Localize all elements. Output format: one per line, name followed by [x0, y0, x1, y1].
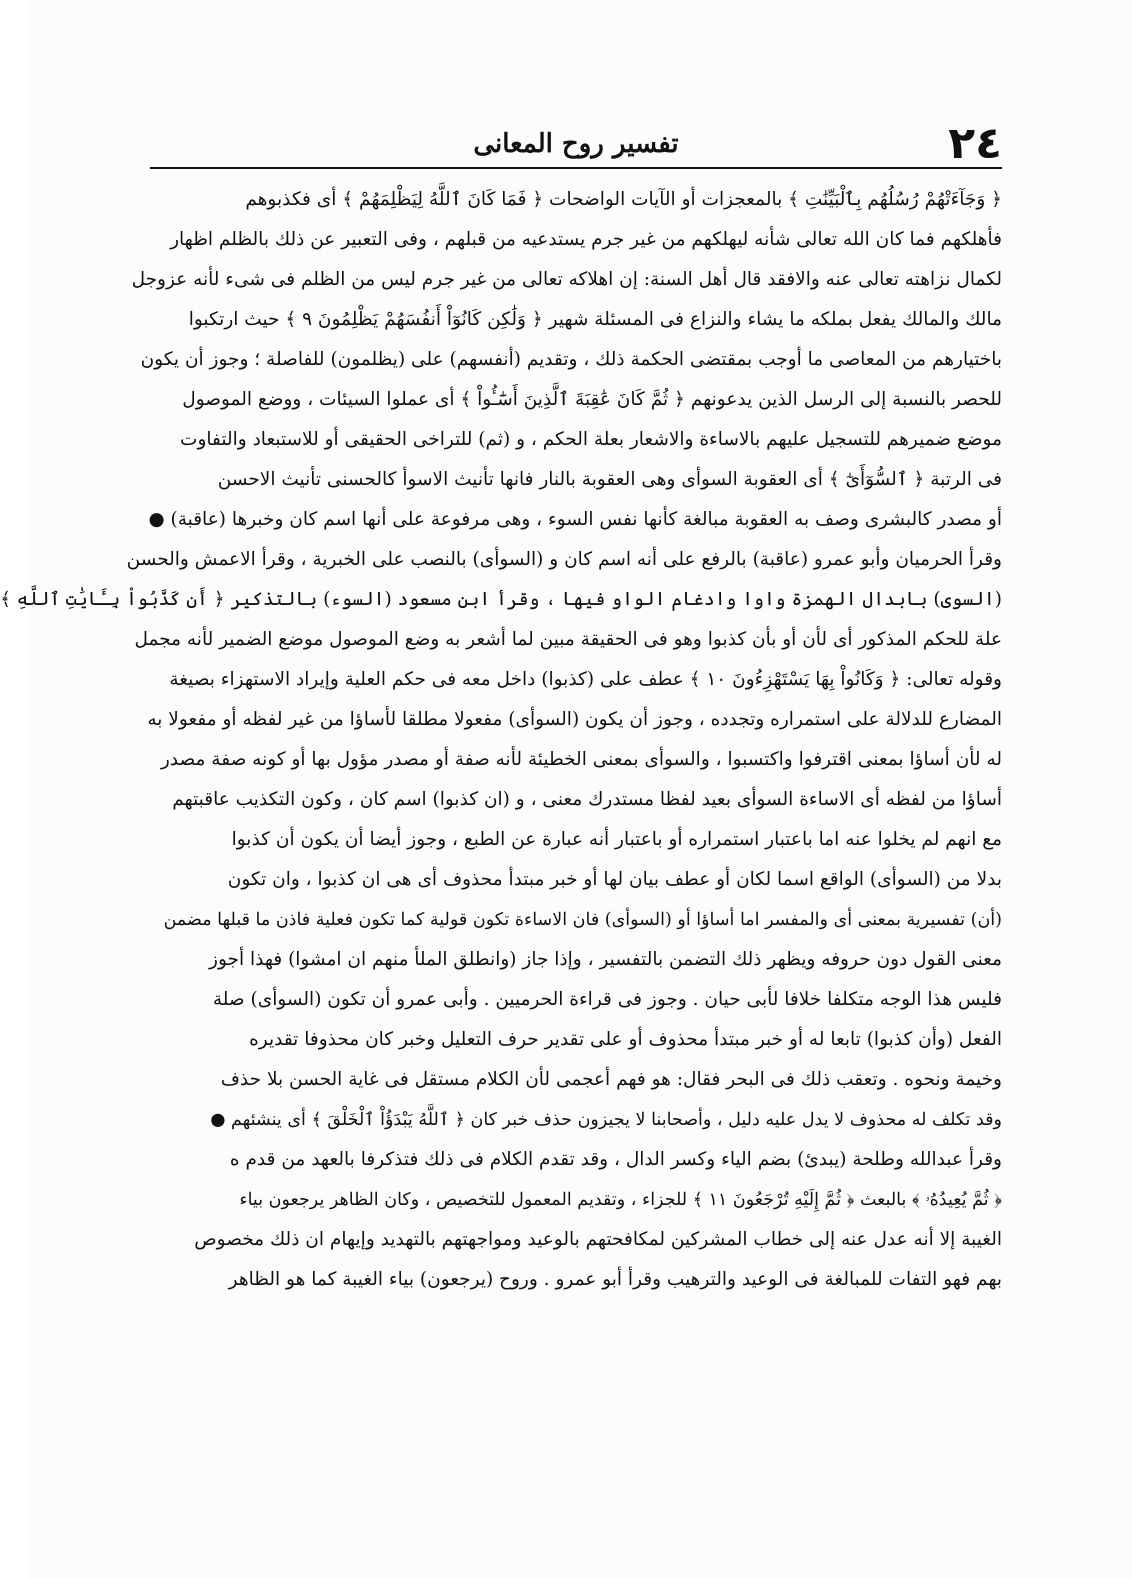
text-line: فأهلكهم فما كان الله تعالى شأنه ليهلكهم من غير جرم يستدعيه من قبلهم ، وفى التعبير عن ذلك بالظلم اظهار — [170, 229, 1002, 250]
text-line: علة للحكم المذكور أى لأن أو بأن كذبوا وهو فى الحقيقة مبين لما أشعر به وضع الموصول موضع الضمير لأنه مجمل — [134, 629, 1002, 650]
text-line: مع انهم لم يخلوا عنه اما باعتبار استمراره أو باعتبار أنه عبارة عن الطبع ، وجوز أيضا أن يكون أن كذبوا — [231, 829, 1002, 850]
text-line: موضع ضميرهم للتسجيل عليهم بالاساءة والاشعار بعلة الحكم ، و (ثم) للتراخى الحقيقى أو للاستبعاد والتفاوت — [180, 429, 1002, 450]
text-line: معنى القول دون حروفه ويظهر ذلك التضمن بالتفسير ، وإذا جاز (وانطلق الملأ منهم ان امشوا) فهذا أجوز — [209, 949, 1002, 970]
text-line: وقوله تعالى: ﴿ وَكَانُواْ بِهَا يَسْتَهْزِءُونَ ١٠ ﴾ عطف على (كذبوا) داخل معه فى حكم العلية وإيراد الاستهزاء بصيغة — [169, 669, 1002, 690]
text-line: الغيبة إلا أنه عدل عنه إلى خطاب المشركين لمكافحتهم بالوعيد ومواجهتهم بالتهديد وإيهام ان ذلك مخصوص — [194, 1229, 1002, 1250]
text-line: المضارع للدلالة على استمراره وتجدده ، وجوز أن يكون (السوأى) مفعولا مطلقا لأساؤا من غير لفظه أو مفعولا به — [147, 709, 1002, 730]
text-line: للحصر بالنسبة إلى الرسل الذين يدعونهم ﴿ ثُمَّ كَانَ عَٰقِبَةَ ٱلَّذِينَ أَسَٰٓـُٔواْ ﴾ أى عملوا السيئات ، ووضع الموصول — [182, 389, 1002, 410]
text-line: وخيمة ونحوه . وتعقب ذلك فى البحر فقال: هو فهم أعجمى لأن الكلام مستقل فى غاية الحسن بلا حذف — [220, 1069, 1002, 1090]
text-line: أساؤا من لفظه أى الاساءة السوأى بعيد لفظا مستدرك معنى ، و (ان كذبوا) اسم كان ، وكون التكذيب عاقبتهم — [172, 789, 1002, 810]
page-header — [150, 118, 1002, 170]
text-line: مالك والمالك يفعل بملكه ما يشاء والنزاع فى المسئلة شهير ﴿ وَلَٰكِن كَانُوٓاْ أَنفُسَهُمْ يَظْلِمُونَ ٩ ﴾ حيث ارتكبوا — [188, 309, 1002, 330]
text-line: بهم فهو التفات للمبالغة فى الوعيد والترهيب وقرأ أبو عمرو . وروح (يرجعون) بياء الغيبة كما هو الظاهر — [228, 1269, 1002, 1290]
text-line: له لأن أساؤا بمعنى اقترفوا واكتسبوا ، والسوأى بمعنى الخطيئة لأنه صفة أو مصدر مؤول بها أو كونه صفة مصدر — [160, 749, 1002, 770]
text-line: لكمال نزاهته تعالى عنه والافقد قال أهل السنة: إن اهلاكه تعالى من غير جرم ليس من الظلم فى شىء لأنه عزوجل — [131, 269, 1002, 290]
text-line: باختيارهم من المعاصى ما أوجب بمقتضى الحكمة ذلك ، وتقديم (أنفسهم) على (يظلمون) للفاصلة ؛ وجوز أن يكون — [140, 349, 1002, 370]
page-number: ٢٤ — [948, 118, 1002, 169]
text-line: ﴿ ثُمَّ يُعِيدُهُۥ ﴾ بالبعث ﴿ ثُمَّ إِلَيْهِ تُرْجَعُونَ ١١ ﴾ للجزاء ، وتقديم المعمول للتخصيص ، وكان الظاهر يرجعون بياء — [239, 1190, 1002, 1210]
text-line: وقرأ عبدالله وطلحة (يبدئ) بضم الياء وكسر الدال ، وقد تقدم الكلام فى ذلك فتذكرفا بالعهد من قدم ه — [229, 1149, 1002, 1170]
body-text — [0, 180, 1002, 1300]
text-line: بدلا من (السوأى) الواقع اسما لكان أو عطف بيان لها أو خبر مبتدأ محذوف أى هى ان كذبوا ، وان تكون — [227, 869, 1002, 890]
text-line: (أن) تفسيرية بمعنى أى والمفسر اما أساؤا أو (السوأى) فان الاساءة تكون قولية كما تكون فعلية فاذن ما قبلها مضمن — [163, 910, 1002, 930]
text-line: الفعل (وأن كذبوا) تابعا له أو خبر مبتدأ محذوف أو على تقدير حرف التعليل وخبر كان محذوفا تقديره — [249, 1029, 1002, 1050]
text-line: فليس هذا الوجه متكلفا خلافا لأبى حيان . وجوز فى قراءة الحرميين . وأبى عمرو أن تكون (السوأى) صلة — [212, 989, 1002, 1010]
text-line: أو مصدر كالبشرى وصف به العقوبة مبالغة كأنها نفس السوء ، وهى مرفوعة على أنها اسم كان وخبرها (عاقبة) ● — [148, 509, 1002, 530]
text-line: فى الرتبة ﴿ ٱلسُّوٓأَىٰٓ ﴾ أى العقوبة السوأى وهى العقوبة بالنار فانها تأنيث الاسوأ كالحسنى تأنيث الاحسن — [217, 469, 1002, 490]
text-line: وقد تكلف له محذوف لا يدل عليه دليل ، وأصحابنا لا يجيزون حذف خبر كان ﴿ ٱللَّهُ يَبْدَؤُاْ ٱلْخَلْقَ ﴾ أى ينشئهم ● — [210, 1110, 1002, 1130]
text-line: (السوى) بابدال الهمزة واوا وادغام الواو فيها ، وقرأ ابن مسعود (السوء) بالتذكير ﴿ أَن كَذَّبُواْ بِـَٔايَٰتِ ٱللَّهِ ﴾ — [0, 589, 1002, 610]
running-title: تفسير روح المعانى — [473, 129, 679, 159]
header-rule — [150, 167, 1002, 169]
text-line: وقرأ الحرميان وأبو عمرو (عاقبة) بالرفع على أنه اسم كان و (السوأى) بالنصب على الخبرية ، وقرأ الاعمش والحسن — [126, 549, 1002, 570]
text-line: ﴿ وَجَآءَتْهُمْ رُسُلُهُم بِٱلْبَيِّنَٰتِ ﴾ بالمعجزات أو الآيات الواضحات ﴿ فَمَا كَانَ ٱللَّهُ لِيَظْلِمَهُمْ ﴾ أى فكذبوهم — [245, 189, 1002, 210]
